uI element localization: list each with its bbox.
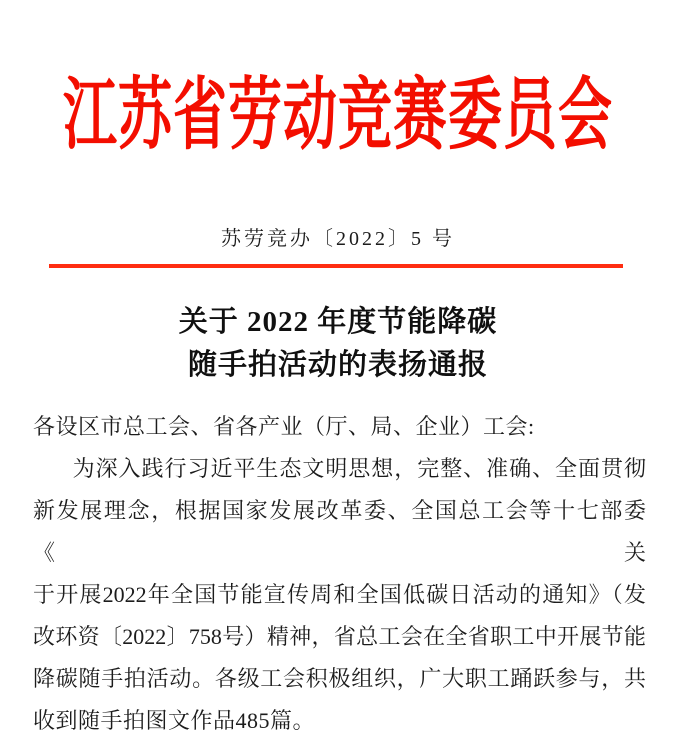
salutation-line: 各设区市总工会、省各产业（厅、局、企业）工会: bbox=[33, 414, 535, 439]
paragraph-line: 收到随手拍图文作品485篇。 bbox=[33, 708, 316, 733]
paragraph-line: 新发展理念，根据国家发展改革委、全国总工会等十七部委《关 bbox=[33, 498, 646, 565]
doc-title-line-1: 关于 2022 年度节能降碳 bbox=[178, 306, 498, 338]
paragraph-line: 降碳随手拍活动。各级工会积极组织，广大职工踊跃参与，共 bbox=[33, 666, 646, 691]
doc-title-line-2: 随手拍活动的表扬通报 bbox=[187, 349, 488, 381]
paragraph-line: 于开展2022年全国节能宣传周和全国低碳日活动的通知》（发 bbox=[33, 582, 646, 607]
document-body bbox=[33, 406, 646, 742]
red-divider-line bbox=[49, 264, 623, 268]
doc-number: 苏劳竞办〔2022〕5 号 bbox=[221, 228, 455, 250]
doc-title bbox=[0, 301, 676, 387]
paragraph-line: 为深入践行习近平生态文明思想，完整、准确、全面贯彻 bbox=[72, 456, 646, 481]
paragraph-line: 改环资〔2022〕758号）精神，省总工会在全省职工中开展节能 bbox=[33, 624, 646, 649]
org-title: 江苏省劳动竞赛委员会 bbox=[63, 71, 613, 159]
